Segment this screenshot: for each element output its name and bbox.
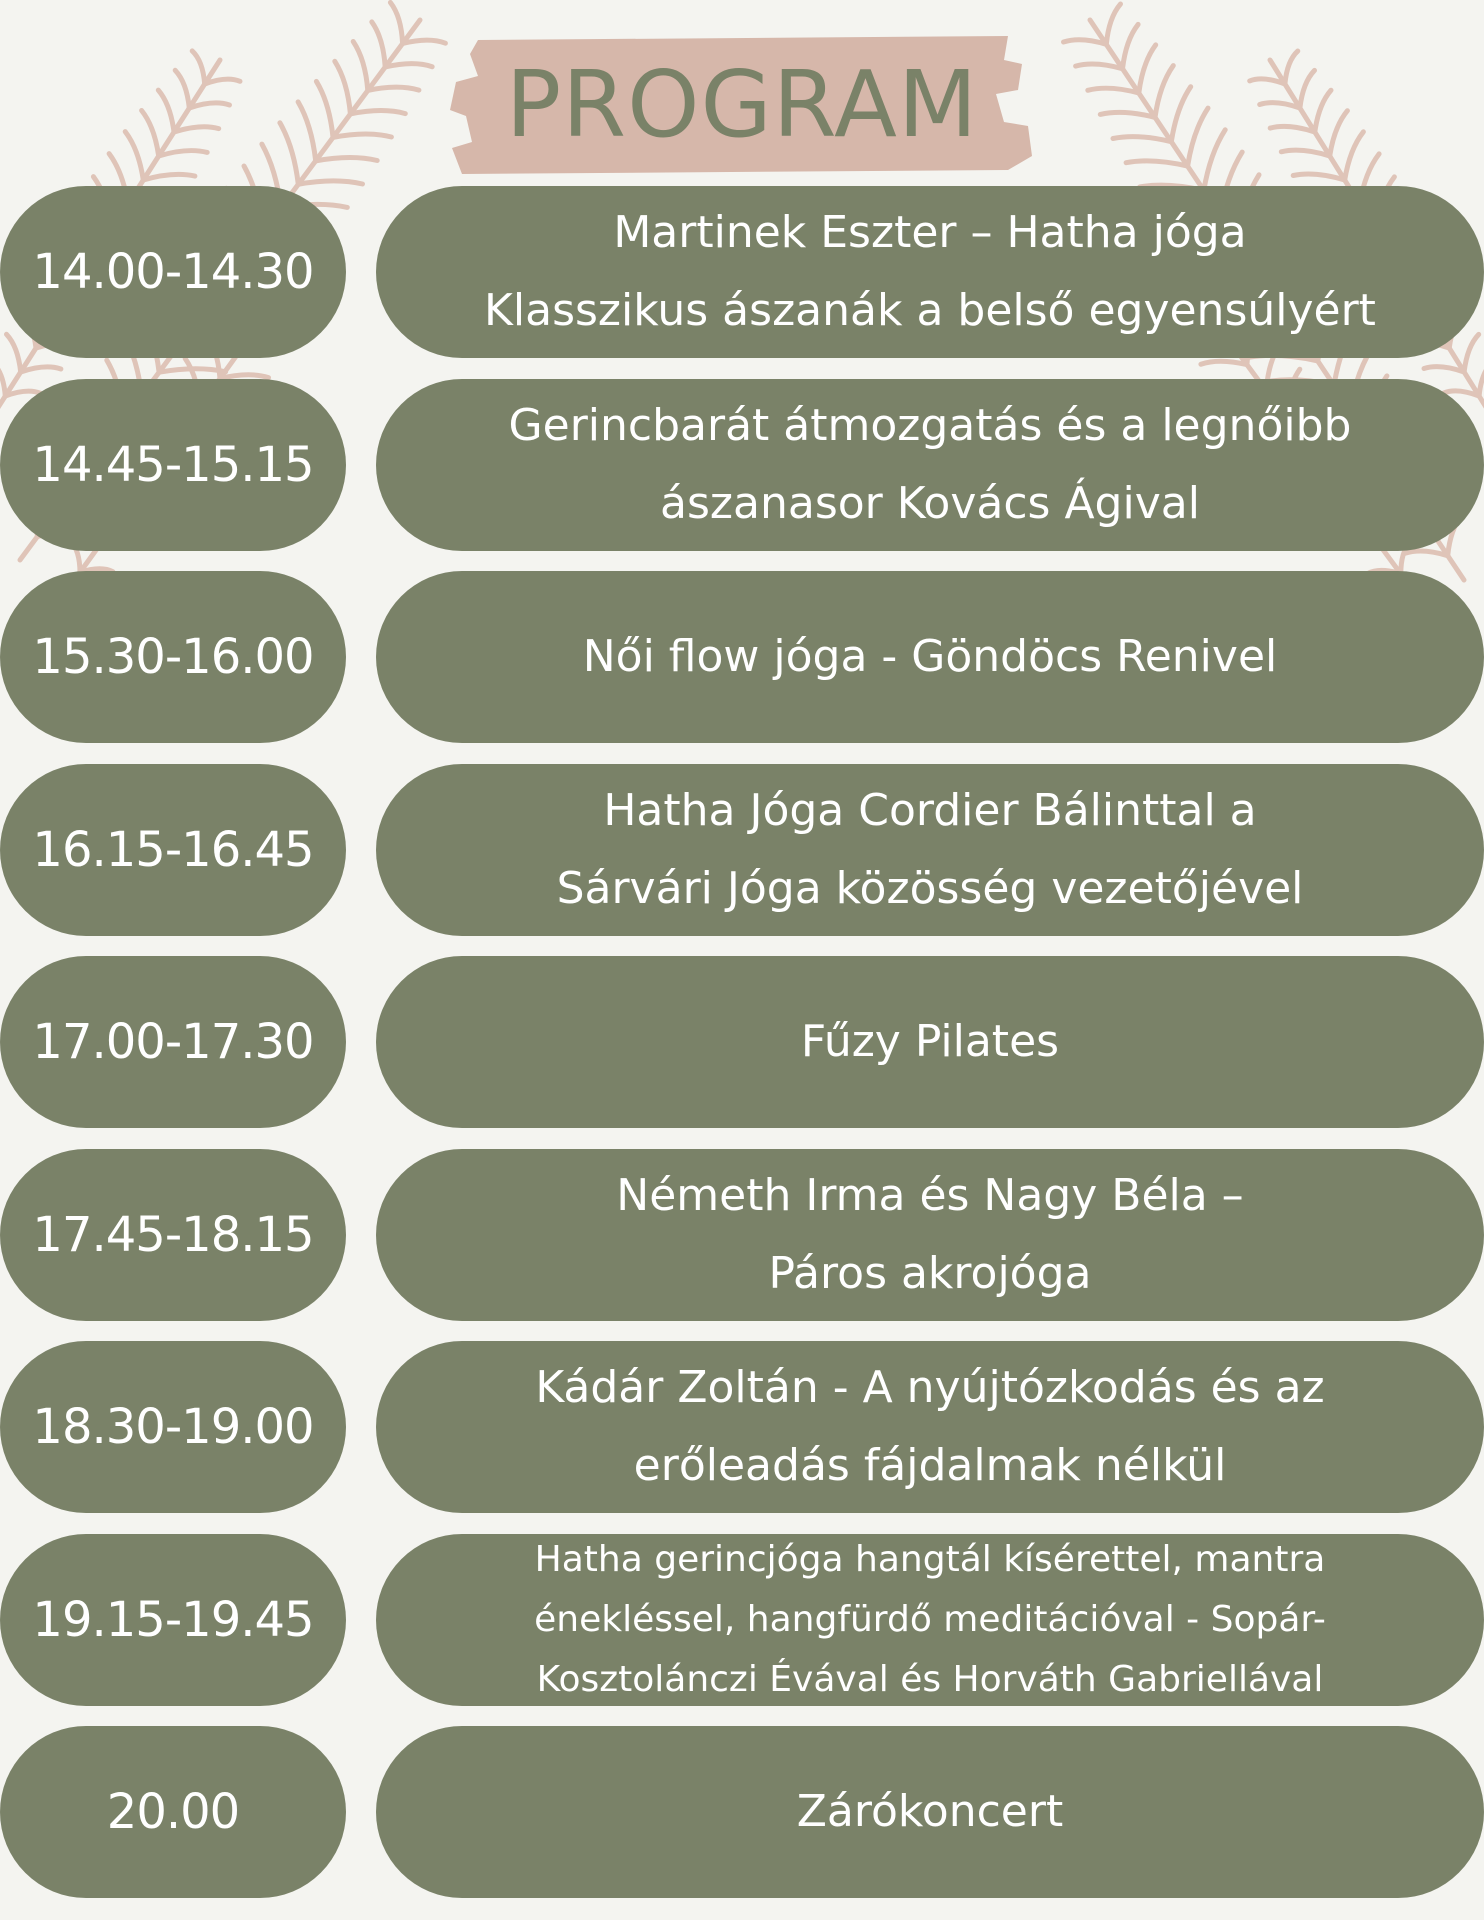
- time-slot: 15.30-16.00: [0, 571, 346, 743]
- page-title-block: [448, 30, 1036, 180]
- schedule-row: [0, 1726, 1484, 1898]
- event-line: Gerincbarát átmozgatás és a legnőibb: [508, 400, 1352, 451]
- time-slot: 14.00-14.30: [0, 186, 346, 358]
- time-slot: 19.15-19.45: [0, 1534, 346, 1706]
- event-description: [376, 1341, 1484, 1513]
- time-slot: 18.30-19.00: [0, 1341, 346, 1513]
- event-line: Martinek Eszter – Hatha jóga: [613, 207, 1247, 258]
- event-description: [376, 186, 1484, 358]
- event-line: Németh Irma és Nagy Béla –: [616, 1170, 1244, 1221]
- event-description: [376, 956, 1484, 1128]
- event-line: Páros akrojóga: [768, 1248, 1092, 1299]
- event-line: Klasszikus ászanák a belső egyensúlyért: [484, 285, 1376, 336]
- time-slot: 16.15-16.45: [0, 764, 346, 936]
- time-slot: 14.45-15.15: [0, 379, 346, 551]
- event-description: [376, 1726, 1484, 1898]
- event-line: Kosztolánczi Évával és Horváth Gabriellával: [536, 1659, 1324, 1700]
- time-slot: 17.45-18.15: [0, 1149, 346, 1321]
- event-line: ászanasor Kovács Ágival: [660, 478, 1200, 529]
- schedule-row: [0, 1341, 1484, 1513]
- schedule-row: [0, 186, 1484, 358]
- event-description: [376, 379, 1484, 551]
- event-line: erőleadás fájdalmak nélkül: [633, 1440, 1227, 1491]
- schedule-row: [0, 956, 1484, 1128]
- time-slot: 17.00-17.30: [0, 956, 346, 1128]
- event-line: Fűzy Pilates: [800, 1016, 1060, 1067]
- schedule-row: [0, 764, 1484, 936]
- schedule-row: [0, 379, 1484, 551]
- schedule-row: [0, 1149, 1484, 1321]
- event-line: Zárókoncert: [796, 1786, 1064, 1837]
- event-description: [376, 571, 1484, 743]
- time-slot: 20.00: [0, 1726, 346, 1898]
- event-line: énekléssel, hangfürdő meditációval - Sopár-: [534, 1599, 1326, 1640]
- event-line: Sárvári Jóga közösség vezetőjével: [556, 863, 1304, 914]
- event-line: Hatha Jóga Cordier Bálinttal a: [603, 785, 1257, 836]
- event-description: [376, 764, 1484, 936]
- event-line: Kádár Zoltán - A nyújtózkodás és az: [535, 1362, 1325, 1413]
- page-title: PROGRAM: [505, 51, 979, 158]
- event-description: [376, 1534, 1484, 1706]
- event-line: Női flow jóga - Göndöcs Renivel: [582, 631, 1278, 682]
- schedule-row: [0, 1534, 1484, 1706]
- schedule-row: [0, 571, 1484, 743]
- event-line: Hatha gerincjóga hangtál kísérettel, mantra: [534, 1539, 1326, 1580]
- event-description: [376, 1149, 1484, 1321]
